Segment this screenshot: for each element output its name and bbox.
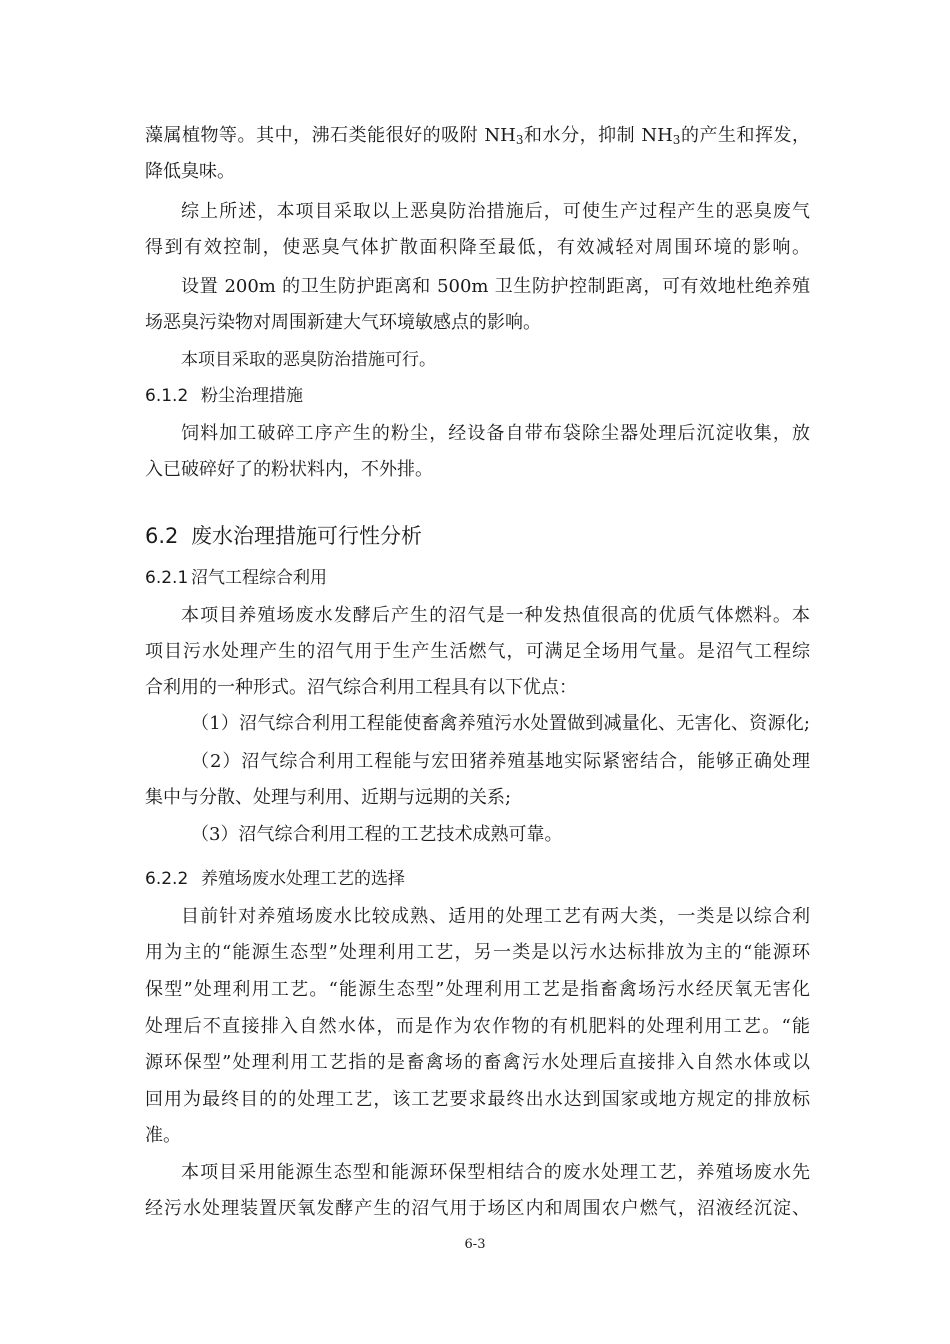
page-number: 6-3	[464, 1237, 486, 1252]
paragraph-4-line-1: 饲料加工破碎工序产生的粉尘，经设备自带布袋除尘器处理后沉淀收集，放	[181, 423, 810, 444]
paragraph-6-line-3: 保型”处理利用工艺。“能源生态型”处理利用工艺是指畜禽场污水经厌氧无害化	[145, 979, 810, 1000]
paragraph-2-line-2: 得到有效控制，使恶臭气体扩散面积降至最低，有效减轻对周围环境的影响。	[145, 237, 810, 258]
heading-6-2-1	[145, 566, 810, 590]
heading-title: 沼气工程综合利用	[191, 568, 327, 588]
paragraph-5-line-1: 本项目养殖场废水发酵后产生的沼气是一种发热值很高的优质气体燃料。本	[181, 605, 810, 626]
paragraph-6-line-6: 回用为最终目的的处理工艺，该工艺要求最终出水达到国家或地方规定的排放标	[145, 1089, 810, 1110]
list-item-2-line-2: 集中与分散、处理与利用、近期与远期的关系;	[145, 787, 512, 808]
heading-title: 粉尘治理措施	[201, 386, 303, 406]
heading-6-2-2	[145, 867, 810, 891]
paragraph-6-line-2: 用为主的“能源生态型”处理利用工艺，另一类是以污水达标排放为主的“能源环	[145, 942, 810, 963]
paragraph-6-line-4: 处理后不直接排入自然水体，而是作为农作物的有机肥料的处理利用工艺。“能	[145, 1016, 810, 1037]
list-item-1: （1）沼气综合利用工程能使畜禽养殖污水处置做到减量化、无害化、资源化;	[191, 713, 810, 734]
paragraph-6-line-5: 源环保型”处理利用工艺指的是畜禽场的畜禽污水处理后直接排入自然水体或以	[145, 1052, 810, 1073]
heading-title: 养殖场废水处理工艺的选择	[201, 869, 405, 889]
paragraph-3-line-1: 设置 200m 的卫生防护距离和 500m 卫生防护控制距离，可有效地杜绝养殖	[181, 276, 810, 297]
heading-6-1-2	[145, 384, 810, 408]
paragraph-1-line-1: 藻属植物等。其中，沸石类能很好的吸附 $NH_3$和水分，抑制 $NH_3$的产生和挥发，	[145, 125, 811, 147]
paragraph-6-line-7: 准。	[145, 1125, 181, 1146]
paragraph-7-line-2: 经污水处理装置厌氧发酵产生的沼气用于场区内和周围农户燃气，沼液经沉淀、	[145, 1198, 810, 1219]
heading-6-2	[145, 522, 810, 550]
paragraph-6-line-1: 目前针对养殖场废水比较成熟、适用的处理工艺有两大类，一类是以综合利	[181, 906, 810, 927]
paragraph-5-line-2: 项目污水处理产生的沼气用于生产生活燃气，可满足全场用气量。是沼气工程综	[145, 641, 810, 662]
heading-number: 6.2.1	[145, 568, 189, 588]
heading-number: 6.2.2	[145, 869, 189, 889]
heading-number: 6.2	[145, 524, 179, 548]
paragraph-4-line-2: 入已破碎好了的粉状料内，不外排。	[145, 459, 433, 480]
heading-number: 6.1.2	[145, 386, 189, 406]
paragraph-5-line-3: 合利用的一种形式。沼气综合利用工程具有以下优点：	[145, 677, 577, 698]
list-item-2-line-1: （2）沼气综合利用工程能与宏田猪养殖基地实际紧密结合，能够正确处理	[191, 751, 810, 772]
heading-title: 废水治理措施可行性分析	[191, 524, 422, 548]
paragraph-7-line-1: 本项目采用能源生态型和能源环保型相结合的废水处理工艺，养殖场废水先	[181, 1162, 810, 1183]
conclusion-text: 本项目采取的恶臭防治措施可行。	[181, 350, 436, 370]
paragraph-1-line-2: 降低臭味。	[145, 161, 235, 182]
list-item-3: （3）沼气综合利用工程的工艺技术成熟可靠。	[191, 824, 563, 845]
paragraph-3-line-2: 场恶臭污染物对周围新建大气环境敏感点的影响。	[145, 312, 541, 333]
paragraph-2-line-1: 综上所述，本项目采取以上恶臭防治措施后，可使生产过程产生的恶臭废气	[181, 201, 810, 222]
